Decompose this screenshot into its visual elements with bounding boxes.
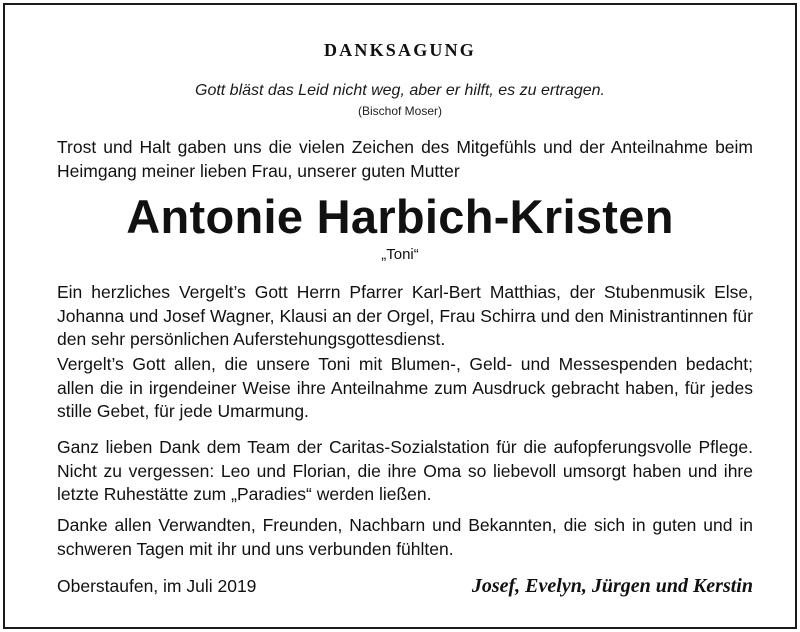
thanks-paragraph-2: Vergelt’s Gott allen, die unsere Toni mit Blumen-, Geld- und Messespenden bedacht; allen die in irgendeiner Weise ihre Anteilnahme zum Ausdruck gebracht haben, für jedes stille Gebet, für jede Umarmung. [57, 354, 753, 421]
intro-paragraph: Trost und Halt gaben uns die vielen Zeichen des Mitgefühls und der Anteilnahme beim Heimgang meiner lieben Frau, unserer guten Mutter [57, 137, 753, 181]
notice-heading: DANKSAGUNG [323, 40, 476, 60]
notice-footer [57, 575, 753, 597]
deceased-name: Antonie Harbich-Kristen [126, 190, 674, 243]
thanks-paragraph-4: Danke allen Verwandten, Freunden, Nachbarn und Bekannten, die sich in guten und in schweren Tagen mit ihr und uns verbunden fühlten. [57, 515, 753, 559]
place-date: Oberstaufen, im Juli 2019 [57, 576, 257, 596]
quote-author: (Bischof Moser) [357, 104, 443, 118]
family-signature: Josef, Evelyn, Jürgen und Kerstin [471, 575, 753, 597]
nickname: „Toni“ [381, 246, 419, 263]
thanks-paragraph-1: Ein herzliches Vergelt’s Gott Herrn Pfarrer Karl-Bert Matthias, der Stubenmusik Else, Johanna und Josef Wagner, Klausi an der Orgel, Frau Schirra und den Ministrantinnen für den sehr persönlichen Auferstehungsgottesdienst. [57, 282, 753, 349]
quote-text: Gott bläst das Leid nicht weg, aber er hilft, es zu ertragen. [195, 82, 605, 99]
thanks-paragraph-3: Ganz lieben Dank dem Team der Caritas-Sozialstation für die aufopferungsvolle Pflege. Nicht zu vergessen: Leo und Florian, die ihre Oma so liebevoll umsorgt haben und ihre letzte Ruhestätte zum „Paradies“ werden ließen. [57, 437, 753, 504]
notice-frame [3, 3, 797, 629]
